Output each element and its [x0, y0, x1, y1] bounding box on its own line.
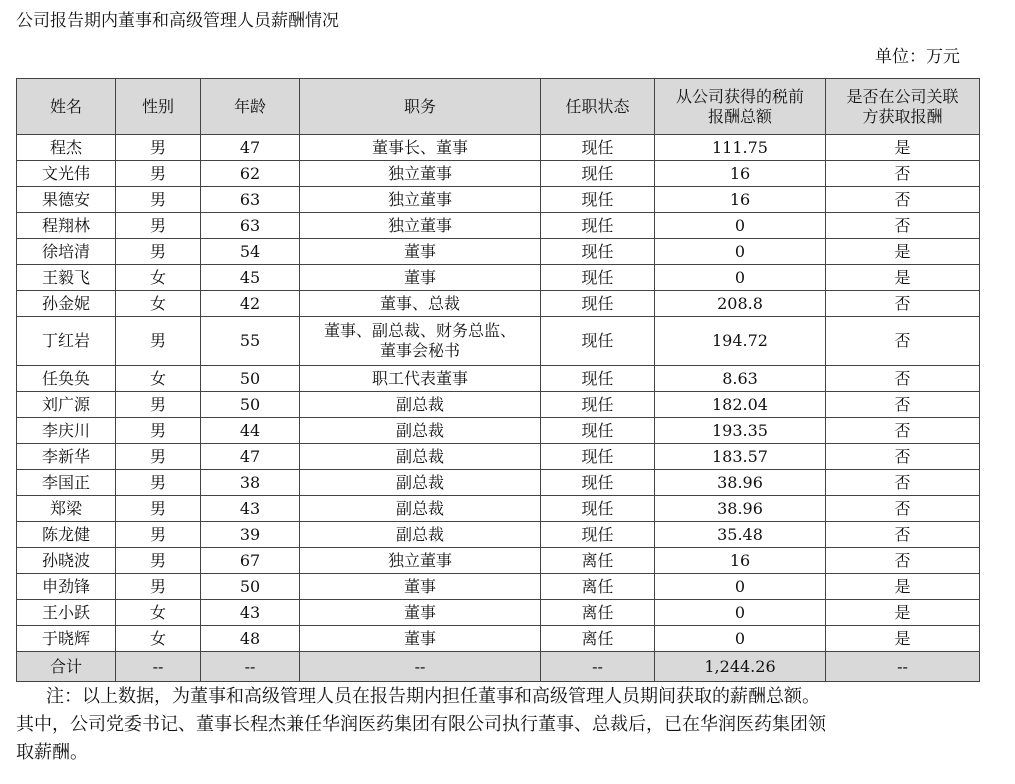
cell-age: 67 — [201, 548, 300, 574]
cell-pay: 0 — [655, 626, 826, 652]
cell-pay: 0 — [655, 239, 826, 265]
cell-position-line1: 董事、副总裁、财务总监、 — [323, 321, 516, 340]
header-status: 任职状态 — [541, 79, 655, 135]
header-pay-line1: 从公司获得的税前 — [675, 86, 804, 106]
table-row — [17, 187, 980, 213]
cell-related: 否 — [826, 418, 980, 444]
cell-status: 离任 — [541, 574, 655, 600]
cell-name: 文光伟 — [17, 161, 116, 187]
cell-related: 否 — [826, 213, 980, 239]
table-row — [17, 418, 980, 444]
total-label: 合计 — [17, 652, 116, 682]
unit-label: 单位：万元 — [875, 47, 960, 67]
cell-related: 否 — [826, 392, 980, 418]
table-row — [17, 626, 980, 652]
table-row — [17, 392, 980, 418]
cell-gender: 男 — [116, 187, 201, 213]
compensation-table — [16, 78, 980, 682]
cell-pay: 16 — [655, 548, 826, 574]
cell-name: 丁红岩 — [17, 317, 116, 366]
cell-gender: 男 — [116, 548, 201, 574]
cell-gender: 男 — [116, 135, 201, 161]
cell-status: 现任 — [541, 187, 655, 213]
cell-age: 39 — [201, 522, 300, 548]
cell-gender: 男 — [116, 161, 201, 187]
cell-related: 否 — [826, 366, 980, 392]
cell-related: 是 — [826, 600, 980, 626]
header-related — [826, 79, 980, 135]
table-row — [17, 239, 980, 265]
cell-name: 徐培清 — [17, 239, 116, 265]
cell-position: 独立董事 — [300, 187, 541, 213]
cell-status: 现任 — [541, 392, 655, 418]
cell-name: 陈龙健 — [17, 522, 116, 548]
cell-status: 现任 — [541, 470, 655, 496]
cell-status: 现任 — [541, 366, 655, 392]
cell-gender: 男 — [116, 239, 201, 265]
cell-age: 43 — [201, 496, 300, 522]
footnote-line-1: 注：以上数据，为董事和高级管理人员在报告期内担任董事和高级管理人员期间获取的薪酬总额。 — [46, 686, 820, 707]
cell-status: 现任 — [541, 522, 655, 548]
total-gender: -- — [116, 652, 201, 682]
table-row — [17, 366, 980, 392]
cell-status: 现任 — [541, 317, 655, 366]
table-row — [17, 444, 980, 470]
cell-related: 否 — [826, 522, 980, 548]
cell-age: 50 — [201, 392, 300, 418]
cell-position: 职工代表董事 — [300, 366, 541, 392]
cell-name: 于晓辉 — [17, 626, 116, 652]
cell-name: 任奂奂 — [17, 366, 116, 392]
cell-status: 现任 — [541, 418, 655, 444]
cell-related: 否 — [826, 161, 980, 187]
cell-name: 李庆川 — [17, 418, 116, 444]
cell-related: 否 — [826, 291, 980, 317]
cell-name: 孙晓波 — [17, 548, 116, 574]
table-row — [17, 161, 980, 187]
cell-status: 现任 — [541, 444, 655, 470]
cell-related: 是 — [826, 239, 980, 265]
cell-status: 现任 — [541, 135, 655, 161]
cell-gender: 女 — [116, 265, 201, 291]
cell-position: 副总裁 — [300, 392, 541, 418]
cell-age: 44 — [201, 418, 300, 444]
cell-related: 是 — [826, 626, 980, 652]
cell-position: 副总裁 — [300, 496, 541, 522]
cell-position: 独立董事 — [300, 213, 541, 239]
cell-age: 63 — [201, 213, 300, 239]
cell-related: 是 — [826, 265, 980, 291]
cell-pay: 194.72 — [655, 317, 826, 366]
cell-position: 副总裁 — [300, 470, 541, 496]
cell-position: 董事 — [300, 574, 541, 600]
cell-related: 是 — [826, 135, 980, 161]
header-pay — [655, 79, 826, 135]
cell-pay: 38.96 — [655, 470, 826, 496]
table-row — [17, 265, 980, 291]
cell-name: 李国正 — [17, 470, 116, 496]
cell-position — [300, 317, 541, 366]
cell-age: 50 — [201, 366, 300, 392]
header-related-line1: 是否在公司关联 — [846, 86, 959, 106]
cell-pay: 111.75 — [655, 135, 826, 161]
cell-pay: 0 — [655, 213, 826, 239]
total-row — [17, 652, 980, 682]
footnote — [16, 683, 976, 767]
cell-name: 李新华 — [17, 444, 116, 470]
cell-name: 王毅飞 — [17, 265, 116, 291]
cell-age: 47 — [201, 444, 300, 470]
cell-pay: 193.35 — [655, 418, 826, 444]
table-row — [17, 548, 980, 574]
cell-pay: 0 — [655, 574, 826, 600]
cell-age: 54 — [201, 239, 300, 265]
cell-pay: 208.8 — [655, 291, 826, 317]
cell-age: 63 — [201, 187, 300, 213]
cell-pay: 35.48 — [655, 522, 826, 548]
table-row — [17, 496, 980, 522]
cell-position: 副总裁 — [300, 444, 541, 470]
cell-related: 否 — [826, 317, 980, 366]
header-name: 姓名 — [17, 79, 116, 135]
cell-gender: 男 — [116, 496, 201, 522]
cell-name: 程杰 — [17, 135, 116, 161]
cell-pay: 183.57 — [655, 444, 826, 470]
cell-gender: 女 — [116, 291, 201, 317]
cell-pay: 0 — [655, 600, 826, 626]
cell-related: 否 — [826, 444, 980, 470]
cell-name: 郑梁 — [17, 496, 116, 522]
cell-age: 55 — [201, 317, 300, 366]
cell-gender: 男 — [116, 470, 201, 496]
table-row — [17, 135, 980, 161]
table-row — [17, 213, 980, 239]
total-pay: 1,244.26 — [655, 652, 826, 682]
cell-pay: 182.04 — [655, 392, 826, 418]
total-position: -- — [300, 652, 541, 682]
total-status: -- — [541, 652, 655, 682]
cell-status: 现任 — [541, 265, 655, 291]
cell-related: 否 — [826, 187, 980, 213]
table-row — [17, 574, 980, 600]
document-title: 公司报告期内董事和高级管理人员薪酬情况 — [16, 11, 339, 31]
cell-status: 现任 — [541, 239, 655, 265]
header-age: 年龄 — [201, 79, 300, 135]
cell-gender: 男 — [116, 317, 201, 366]
cell-related: 否 — [826, 470, 980, 496]
cell-age: 45 — [201, 265, 300, 291]
cell-status: 现任 — [541, 161, 655, 187]
table-row — [17, 522, 980, 548]
cell-position: 董事 — [300, 265, 541, 291]
cell-gender: 男 — [116, 574, 201, 600]
cell-status: 离任 — [541, 600, 655, 626]
cell-position: 董事、总裁 — [300, 291, 541, 317]
cell-position: 董事 — [300, 239, 541, 265]
cell-related: 否 — [826, 496, 980, 522]
cell-age: 42 — [201, 291, 300, 317]
cell-gender: 女 — [116, 366, 201, 392]
header-pay-line2: 报酬总额 — [707, 106, 772, 126]
table-row — [17, 600, 980, 626]
cell-age: 48 — [201, 626, 300, 652]
cell-position: 副总裁 — [300, 522, 541, 548]
cell-name: 王小跃 — [17, 600, 116, 626]
header-position: 职务 — [300, 79, 541, 135]
cell-name: 刘广源 — [17, 392, 116, 418]
cell-status: 离任 — [541, 548, 655, 574]
cell-position: 独立董事 — [300, 548, 541, 574]
table-body — [17, 135, 980, 652]
table-row — [17, 470, 980, 496]
cell-status: 离任 — [541, 626, 655, 652]
cell-pay: 8.63 — [655, 366, 826, 392]
cell-status: 现任 — [541, 291, 655, 317]
cell-name: 程翔林 — [17, 213, 116, 239]
cell-age: 38 — [201, 470, 300, 496]
cell-position: 董事长、董事 — [300, 135, 541, 161]
cell-name: 孙金妮 — [17, 291, 116, 317]
header-related-line2: 方获取报酬 — [862, 106, 943, 126]
cell-pay: 16 — [655, 187, 826, 213]
total-age: -- — [201, 652, 300, 682]
cell-position-line2: 董事会秘书 — [379, 341, 460, 360]
cell-position: 董事 — [300, 626, 541, 652]
cell-gender: 男 — [116, 444, 201, 470]
table-row — [17, 291, 980, 317]
footnote-line-2: 其中，公司党委书记、董事长程杰兼任华润医药集团有限公司执行董事、总裁后，已在华润医药集团领 — [16, 714, 826, 735]
cell-position: 董事 — [300, 600, 541, 626]
cell-name: 果德安 — [17, 187, 116, 213]
cell-status: 现任 — [541, 496, 655, 522]
cell-status: 现任 — [541, 213, 655, 239]
cell-position: 独立董事 — [300, 161, 541, 187]
cell-gender: 女 — [116, 626, 201, 652]
cell-gender: 男 — [116, 522, 201, 548]
table-header-row — [17, 79, 980, 135]
cell-related: 否 — [826, 548, 980, 574]
total-related: -- — [826, 652, 980, 682]
cell-gender: 男 — [116, 392, 201, 418]
cell-gender: 男 — [116, 213, 201, 239]
cell-pay: 16 — [655, 161, 826, 187]
cell-age: 47 — [201, 135, 300, 161]
cell-age: 50 — [201, 574, 300, 600]
footnote-line-3: 取薪酬。 — [16, 742, 88, 763]
cell-related: 是 — [826, 574, 980, 600]
cell-age: 62 — [201, 161, 300, 187]
table-row — [17, 317, 980, 366]
cell-pay: 0 — [655, 265, 826, 291]
cell-gender: 男 — [116, 418, 201, 444]
header-gender: 性别 — [116, 79, 201, 135]
cell-gender: 女 — [116, 600, 201, 626]
cell-name: 申劲锋 — [17, 574, 116, 600]
cell-position: 副总裁 — [300, 418, 541, 444]
cell-pay: 38.96 — [655, 496, 826, 522]
cell-age: 43 — [201, 600, 300, 626]
